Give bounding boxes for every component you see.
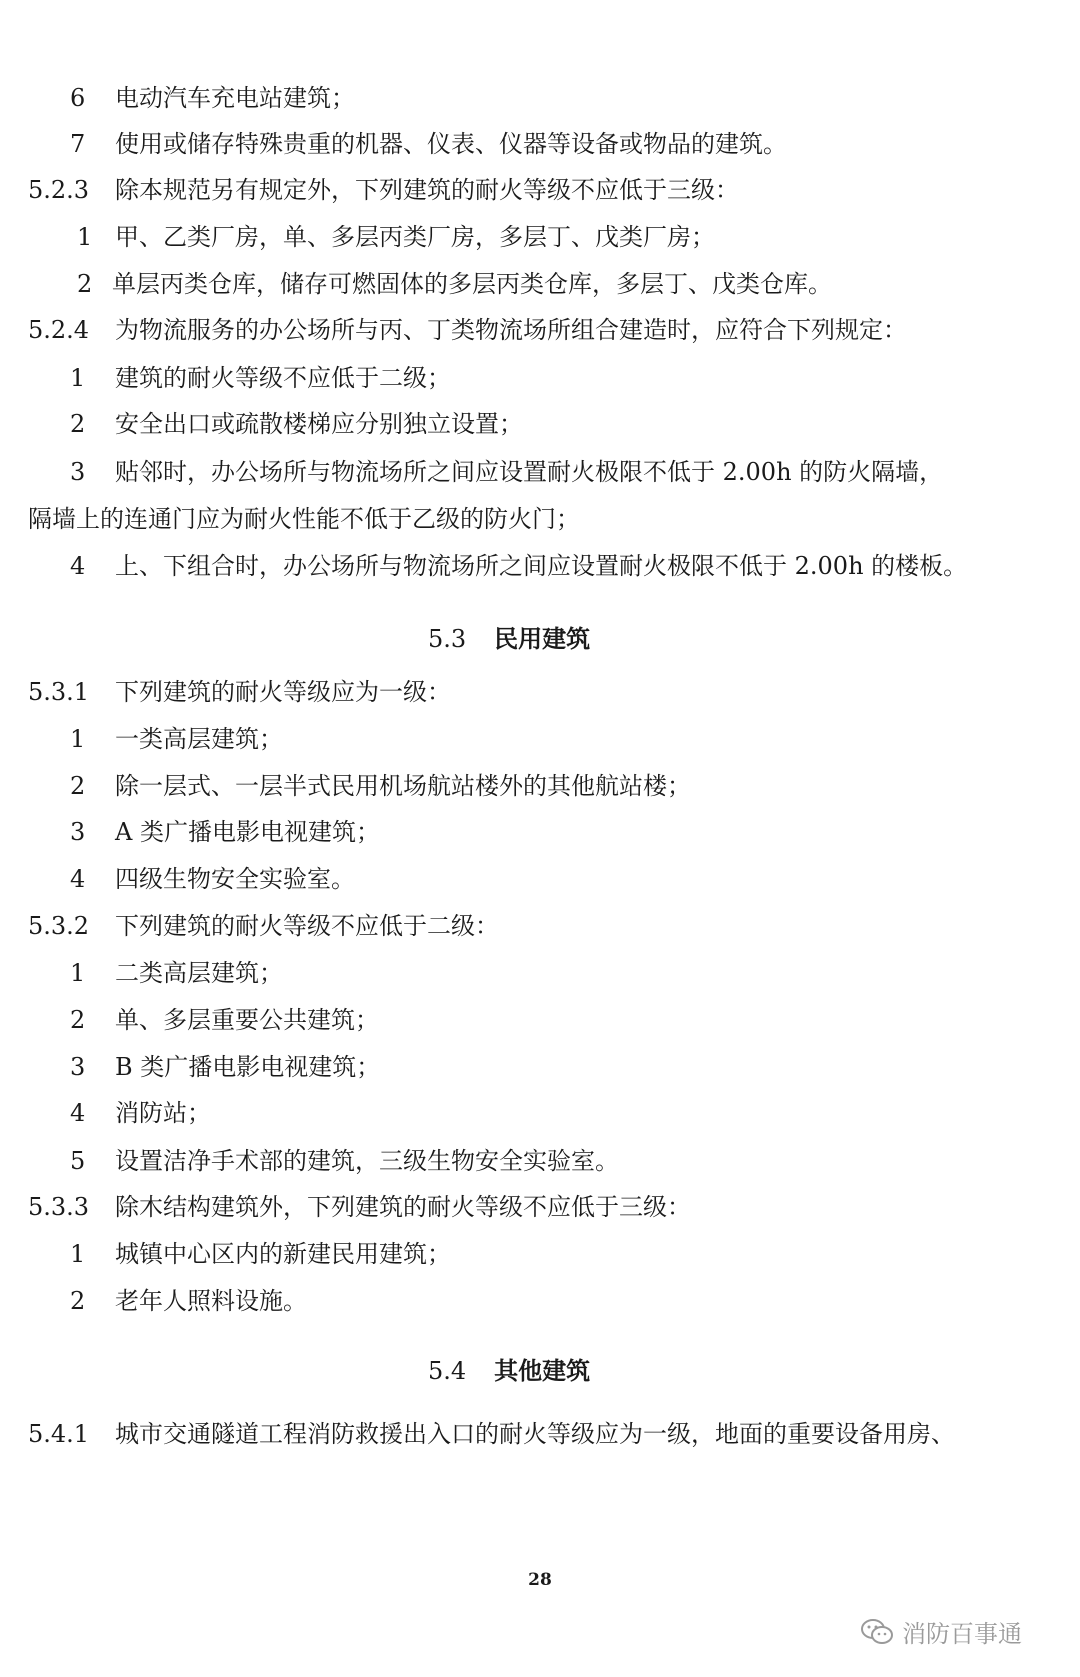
item-number: 4 — [70, 552, 86, 580]
item-text: 老年人照料设施。 — [115, 1287, 307, 1315]
item-text: 甲、乙类厂房，单、多层丙类厂房，多层丁、戊类厂房； — [115, 223, 715, 251]
item-text: 电动汽车充电站建筑； — [115, 84, 355, 112]
item-number: 2 — [70, 1287, 86, 1315]
section-number: 5.3 — [428, 625, 467, 653]
item-text: 单层丙类仓库，储存可燃固体的多层丙类仓库，多层丁、戊类仓库。 — [112, 270, 832, 298]
watermark — [860, 1614, 1022, 1649]
item-text: 安全出口或疏散楼梯应分别独立设置； — [115, 410, 523, 438]
item-text: 城镇中心区内的新建民用建筑； — [115, 1240, 451, 1268]
item-text: 二类高层建筑； — [115, 959, 283, 987]
item-text: 建筑的耐火等级不应低于二级； — [115, 364, 451, 392]
item-number: 2 — [70, 772, 86, 800]
item-text: 除一层式、一层半式民用机场航站楼外的其他航站楼； — [115, 772, 691, 800]
clause-number: 5.2.3 — [28, 176, 90, 204]
clause-text: 城市交通隧道工程消防救援出入口的耐火等级应为一级，地面的重要设备用房、 — [115, 1420, 955, 1448]
item-number: 2 — [77, 270, 93, 298]
clause-text: 下列建筑的耐火等级不应低于二级： — [115, 912, 499, 940]
item-text: 使用或储存特殊贵重的机器、仪表、仪器等设备或物品的建筑。 — [115, 130, 787, 158]
section-title: 民用建筑 — [494, 624, 591, 653]
item-number: 1 — [70, 1240, 86, 1268]
item-text: 消防站； — [115, 1099, 211, 1127]
section-heading — [428, 1355, 590, 1387]
item-text: 上、下组合时，办公场所与物流场所之间应设置耐火极限不低于 2.00h 的楼板。 — [115, 552, 968, 580]
item-number: 4 — [70, 865, 86, 893]
clause-text: 除本规范另有规定外，下列建筑的耐火等级不应低于三级： — [115, 176, 739, 204]
clause-number: 5.4.1 — [28, 1420, 90, 1448]
item-text: 单、多层重要公共建筑； — [115, 1006, 379, 1034]
item-text-continuation: 隔墙上的连通门应为耐火性能不低于乙级的防火门； — [28, 505, 580, 533]
item-text: B 类广播电影电视建筑； — [115, 1053, 381, 1081]
clause-text: 除木结构建筑外，下列建筑的耐火等级不应低于三级： — [115, 1193, 691, 1221]
section-heading — [428, 623, 590, 655]
item-number: 4 — [70, 1099, 86, 1127]
clause-text: 为物流服务的办公场所与丙、丁类物流场所组合建造时，应符合下列规定： — [115, 316, 907, 344]
item-text: 贴邻时，办公场所与物流场所之间应设置耐火极限不低于 2.00h 的防火隔墙， — [115, 458, 944, 486]
item-number: 5 — [70, 1147, 86, 1175]
item-text: 一类高层建筑； — [115, 725, 283, 753]
watermark-text: 消防百事通 — [902, 1620, 1022, 1648]
clause-number: 5.2.4 — [28, 316, 90, 344]
item-number: 3 — [70, 818, 86, 846]
item-text: 设置洁净手术部的建筑，三级生物安全实验室。 — [115, 1147, 619, 1175]
item-text: 四级生物安全实验室。 — [115, 865, 355, 893]
item-text: A 类广播电影电视建筑； — [115, 818, 380, 846]
clause-text: 下列建筑的耐火等级应为一级： — [115, 678, 451, 706]
item-number: 2 — [70, 410, 86, 438]
page-number: 28 — [528, 1570, 552, 1590]
item-number: 6 — [70, 84, 86, 112]
item-number: 3 — [70, 458, 86, 486]
clause-number: 5.3.1 — [28, 678, 90, 706]
clause-number: 5.3.3 — [28, 1193, 90, 1221]
item-number: 1 — [70, 364, 86, 392]
clause-number: 5.3.2 — [28, 912, 90, 940]
item-number: 2 — [70, 1006, 86, 1034]
item-number: 7 — [70, 130, 86, 158]
item-number: 1 — [70, 725, 86, 753]
item-number: 3 — [70, 1053, 86, 1081]
item-number: 1 — [70, 959, 86, 987]
section-title: 其他建筑 — [494, 1356, 591, 1385]
item-number: 1 — [77, 223, 93, 251]
section-number: 5.4 — [428, 1357, 467, 1385]
wechat-icon — [860, 1617, 894, 1647]
